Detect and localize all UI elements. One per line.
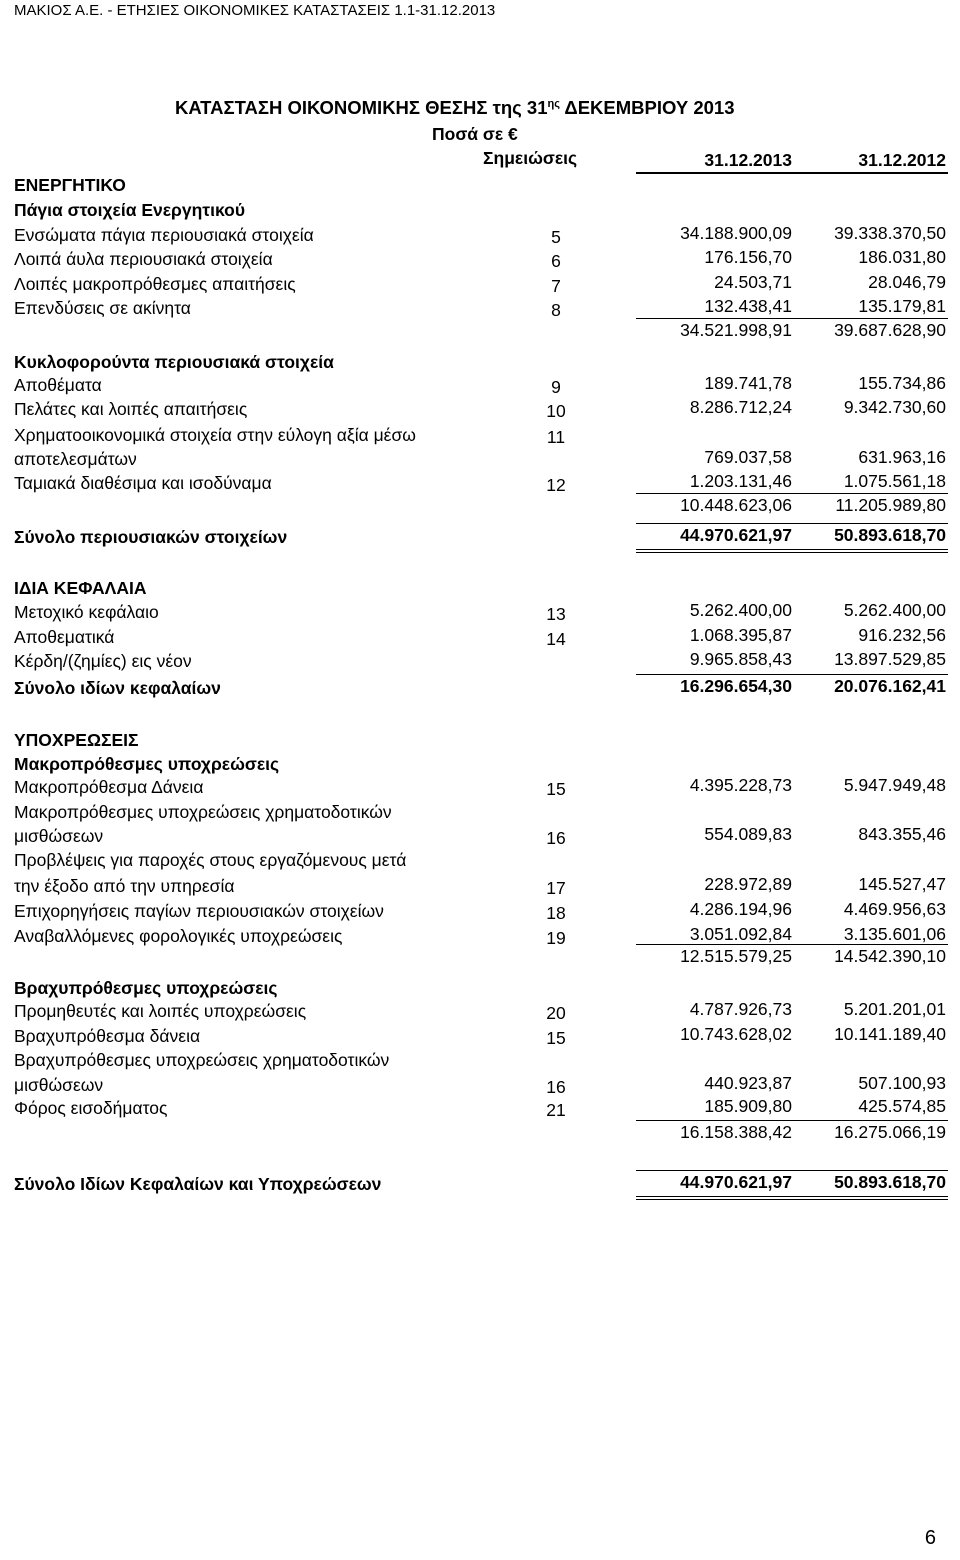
row-label: Επενδύσεις σε ακίνητα <box>14 298 191 318</box>
subtotal-rule-2012 <box>790 318 948 319</box>
row-value-2012: 425.574,85 <box>858 1096 946 1116</box>
row-value-2013: 34.188.900,09 <box>680 223 792 243</box>
row-note-ref: 12 <box>546 475 566 495</box>
subtotal-rule-2013 <box>636 1170 794 1171</box>
row-value-2013: 34.521.998,91 <box>680 320 792 340</box>
subtotal-rule-2013 <box>636 944 794 945</box>
row-note-ref: 15 <box>546 779 566 799</box>
row-value-2013: 4.286.194,96 <box>689 899 792 919</box>
row-note-ref: 16 <box>546 828 566 848</box>
row-value-2012: 507.100,93 <box>858 1073 946 1093</box>
row-label: Σύνολο ιδίων κεφαλαίων <box>14 678 221 698</box>
row-label: Αποθεματικά <box>14 627 115 647</box>
row-value-2013: 8.286.712,24 <box>689 397 792 417</box>
row-value-2012: 916.232,56 <box>858 625 946 645</box>
row-value-2013: 185.909,80 <box>704 1096 792 1116</box>
subtotal-rule-2012 <box>790 1120 948 1121</box>
row-note-ref: 8 <box>551 300 561 320</box>
row-label: Προμηθευτές και λοιπές υποχρεώσεις <box>14 1001 307 1021</box>
row-label: Σύνολο περιουσιακών στοιχείων <box>14 527 288 547</box>
row-value-2012: 9.342.730,60 <box>843 397 946 417</box>
total-double-rule-2013 <box>636 549 794 553</box>
subtotal-rule-2013 <box>636 493 794 494</box>
row-value-2012: 28.046,79 <box>868 272 946 292</box>
row-value-2012: 39.687.628,90 <box>834 320 946 340</box>
row-label: Ενσώματα πάγια περιουσιακά στοιχεία <box>14 225 314 245</box>
row-value-2012: 20.076.162,41 <box>834 676 946 696</box>
row-label: την έξοδο από την υπηρεσία <box>14 876 235 896</box>
notes-column-header: Σημειώσεις <box>483 148 578 168</box>
row-note-ref: 18 <box>546 903 566 923</box>
row-value-2012: 145.527,47 <box>858 874 946 894</box>
row-label: αποτελεσμάτων <box>14 449 137 469</box>
row-value-2012: 3.135.601,06 <box>843 924 946 944</box>
row-label: Χρηματοοικονομικά στοιχεία στην εύλογη αξία μέσω <box>14 425 416 445</box>
row-value-2013: 16.158.388,42 <box>680 1122 792 1142</box>
total-double-rule-2012 <box>790 549 948 553</box>
column-header-2013: 31.12.2013 <box>704 150 792 170</box>
row-value-2012: 4.469.956,63 <box>843 899 946 919</box>
row-value-2013: 769.037,58 <box>704 447 792 467</box>
row-label: Κέρδη/(ζημίες) εις νέον <box>14 651 192 671</box>
subtotal-rule-2013 <box>636 1120 794 1121</box>
row-value-2012: 186.031,80 <box>858 247 946 267</box>
row-label: Φόρος εισοδήματος <box>14 1098 168 1118</box>
row-note-ref: 6 <box>551 251 561 271</box>
row-label: Μακροπρόθεσμες υποχρεώσεις <box>14 754 280 774</box>
row-value-2013: 554.089,83 <box>704 824 792 844</box>
row-label: ΥΠΟΧΡΕΩΣΕΙΣ <box>14 730 139 750</box>
row-label: Μακροπρόθεσμες υποχρεώσεις χρηματοδοτικών <box>14 802 392 822</box>
row-note-ref: 11 <box>546 427 566 447</box>
row-value-2012: 39.338.370,50 <box>834 223 946 243</box>
row-label: Αποθέματα <box>14 375 102 395</box>
row-value-2013: 132.438,41 <box>704 296 792 316</box>
row-label: Επιχορηγήσεις παγίων περιουσιακών στοιχείων <box>14 901 384 921</box>
total-double-rule-2013 <box>636 1196 794 1200</box>
row-label: Λοιπά άυλα περιουσιακά στοιχεία <box>14 249 273 269</box>
row-value-2012: 631.963,16 <box>858 447 946 467</box>
row-value-2013: 4.395.228,73 <box>689 775 792 795</box>
row-label: Πάγια στοιχεία Ενεργητικού <box>14 200 246 220</box>
row-label: Αναβαλλόμενες φορολογικές υποχρεώσεις <box>14 926 343 946</box>
row-label: Ταμιακά διαθέσιμα και ισοδύναμα <box>14 473 272 493</box>
row-value-2012: 10.141.189,40 <box>834 1024 946 1044</box>
row-value-2013: 440.923,87 <box>704 1073 792 1093</box>
row-value-2013: 12.515.579,25 <box>680 946 792 966</box>
row-value-2013: 44.970.621,97 <box>680 1172 792 1192</box>
row-value-2013: 1.203.131,46 <box>689 471 792 491</box>
row-note-ref: 7 <box>551 276 561 296</box>
row-label: μισθώσεων <box>14 826 104 846</box>
row-value-2012: 5.201.201,01 <box>843 999 946 1019</box>
subtotal-rule-2012 <box>790 944 948 945</box>
row-note-ref: 17 <box>546 878 566 898</box>
row-label: Βραχυπρόθεσμες υποχρεώσεις χρηματοδοτικών <box>14 1050 390 1070</box>
row-value-2012: 50.893.618,70 <box>834 525 946 545</box>
row-note-ref: 21 <box>546 1100 566 1120</box>
row-label: Μακροπρόθεσμα Δάνεια <box>14 777 204 797</box>
row-value-2013: 1.068.395,87 <box>689 625 792 645</box>
row-note-ref: 14 <box>546 629 566 649</box>
row-note-ref: 15 <box>546 1028 566 1048</box>
subtotal-rule-2013 <box>636 523 794 524</box>
row-value-2013: 9.965.858,43 <box>689 649 792 669</box>
header-rule-2012 <box>790 172 948 174</box>
row-note-ref: 16 <box>546 1077 566 1097</box>
row-value-2012: 11.205.989,80 <box>835 495 946 515</box>
row-value-2013: 5.262.400,00 <box>689 600 792 620</box>
row-label: Μετοχικό κεφάλαιο <box>14 602 159 622</box>
page-number: 6 <box>924 1527 936 1549</box>
row-label: μισθώσεων <box>14 1075 104 1095</box>
row-label: Σύνολο Ιδίων Κεφαλαίων και Υποχρεώσεων <box>14 1174 382 1194</box>
row-value-2012: 843.355,46 <box>858 824 946 844</box>
row-label: Βραχυπρόθεσμα δάνεια <box>14 1026 201 1046</box>
row-label: ΙΔΙΑ ΚΕΦΑΛΑΙΑ <box>14 578 147 598</box>
row-value-2012: 14.542.390,10 <box>834 946 946 966</box>
row-label: Προβλέψεις για παροχές στους εργαζόμενους μετά <box>14 850 407 870</box>
column-header-2012: 31.12.2012 <box>858 150 946 170</box>
row-note-ref: 13 <box>546 604 566 624</box>
row-value-2013: 176.156,70 <box>704 247 792 267</box>
row-value-2013: 10.448.623,06 <box>680 495 792 515</box>
subtotal-rule-2013 <box>636 318 794 319</box>
row-label: Βραχυπρόθεσμες υποχρεώσεις <box>14 978 278 998</box>
row-value-2012: 1.075.561,18 <box>843 471 946 491</box>
row-label: Λοιπές μακροπρόθεσμες απαιτήσεις <box>14 274 296 294</box>
row-value-2012: 16.275.066,19 <box>834 1122 946 1142</box>
row-note-ref: 10 <box>546 401 566 421</box>
row-value-2013: 3.051.092,84 <box>689 924 792 944</box>
row-label: Πελάτες και λοιπές απαιτήσεις <box>14 399 248 419</box>
row-value-2012: 5.262.400,00 <box>843 600 946 620</box>
row-value-2012: 50.893.618,70 <box>834 1172 946 1192</box>
row-note-ref: 19 <box>546 928 566 948</box>
row-value-2013: 10.743.628,02 <box>680 1024 792 1044</box>
row-note-ref: 20 <box>546 1003 566 1023</box>
document-header: ΜΑΚΙΟΣ Α.Ε. - ΕΤΗΣΙΕΣ ΟΙΚΟΝΟΜΙΚΕΣ ΚΑΤΑΣΤΑΣΕΙΣ 1.1-31.12.2013 <box>14 2 496 19</box>
row-label: Κυκλοφορούντα περιουσιακά στοιχεία <box>14 352 334 372</box>
row-value-2013: 189.741,78 <box>704 373 792 393</box>
row-value-2012: 135.179,81 <box>858 296 946 316</box>
row-note-ref: 9 <box>551 377 561 397</box>
row-value-2013: 228.972,89 <box>704 874 792 894</box>
row-note-ref: 5 <box>551 227 561 247</box>
total-double-rule-2012 <box>790 1196 948 1200</box>
subtotal-rule-2012 <box>790 674 948 675</box>
row-value-2012: 155.734,86 <box>858 373 946 393</box>
row-label: ΕΝΕΡΓΗΤΙΚΟ <box>14 175 126 195</box>
subtotal-rule-2012 <box>790 1170 948 1171</box>
statement-title: ΚΑΤΑΣΤΑΣΗ ΟΙΚΟΝΟΜΙΚΗΣ ΘΕΣΗΣ της $31^{\eta\varsigma}$ ΔΕΚΕΜΒΡΙΟΥ 2013 <box>175 97 735 118</box>
row-value-2013: 24.503,71 <box>714 272 792 292</box>
row-value-2013: 4.787.926,73 <box>689 999 792 1019</box>
row-value-2013: 44.970.621,97 <box>680 525 792 545</box>
subtotal-rule-2012 <box>790 493 948 494</box>
amount-unit-label: Ποσά σε € <box>432 124 518 144</box>
subtotal-rule-2012 <box>790 523 948 524</box>
row-value-2013: 16.296.654,30 <box>680 676 792 696</box>
header-rule-2013 <box>636 172 794 174</box>
row-value-2012: 5.947.949,48 <box>843 775 946 795</box>
subtotal-rule-2013 <box>636 674 794 675</box>
row-value-2012: 13.897.529,85 <box>834 649 946 669</box>
